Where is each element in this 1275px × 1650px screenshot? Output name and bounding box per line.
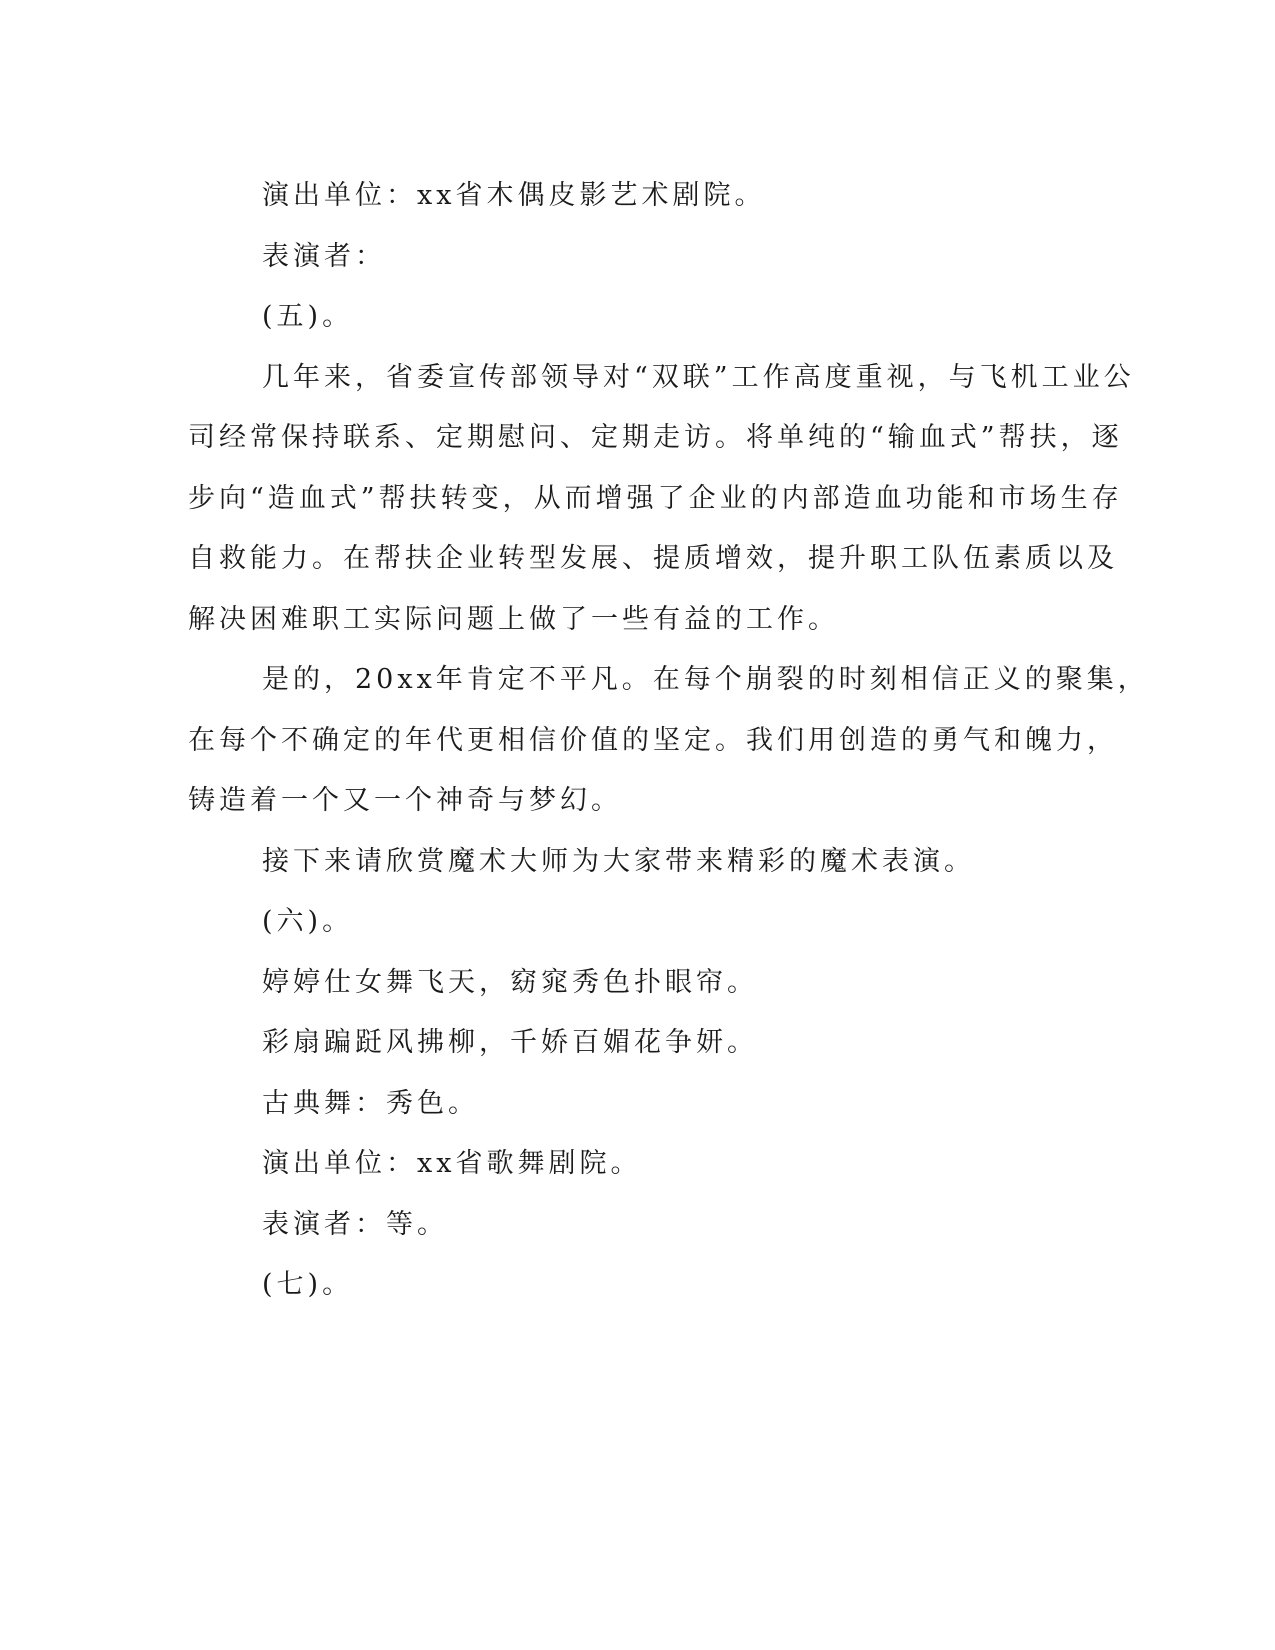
section-heading-seven — [188, 1255, 1064, 1316]
paragraph-performer — [188, 227, 1064, 288]
paragraph-dance-title — [188, 1074, 1064, 1135]
paragraph-shuanglian — [188, 348, 1135, 651]
paragraph-line: 司经常保持联系、定期慰问、定期走访。将单纯的“输血式”帮扶，逐 — [188, 422, 1123, 453]
paragraph-performing-unit-opera — [188, 1134, 1064, 1195]
paragraph-line: 古典舞：秀色。 — [262, 1087, 479, 1119]
paragraph-line: 表演者： — [262, 240, 386, 272]
paragraph-performing-unit-puppet — [188, 166, 1064, 227]
paragraph-line: 自救能力。在帮扶企业转型发展、提质增效，提升职工队伍素质以及 — [188, 543, 1118, 574]
section-heading-five — [188, 287, 1064, 348]
paragraph-line: (五)。 — [262, 301, 354, 332]
paragraph-line: 铸造着一个又一个神奇与梦幻。 — [188, 785, 622, 816]
paragraph-performers-etc — [188, 1195, 1064, 1256]
paragraph-line: 在每个不确定的年代更相信价值的坚定。我们用创造的勇气和魄力， — [188, 724, 1118, 756]
paragraph-line: 解决困难职工实际问题上做了一些有益的工作。 — [188, 603, 839, 635]
document-body — [188, 166, 1149, 1316]
paragraph-line: 步向“造血式”帮扶转变，从而增强了企业的内部造血功能和市场生存 — [188, 482, 1123, 514]
paragraph-line: 演出单位：xx省歌舞剧院。 — [262, 1148, 642, 1179]
poem-line-1 — [188, 953, 1064, 1014]
paragraph-line: 婷婷仕女舞飞天，窈窕秀色扑眼帘。 — [262, 966, 758, 998]
paragraph-line: 是的，20xx年肯定不平凡。在每个崩裂的时刻相信正义的聚集， — [262, 664, 1149, 695]
paragraph-line: 接下来请欣赏魔术大师为大家带来精彩的魔术表演。 — [262, 845, 975, 877]
paragraph-line: 彩扇蹁跹风拂柳，千娇百媚花争妍。 — [262, 1027, 758, 1058]
paragraph-line: (六)。 — [262, 906, 354, 937]
paragraph-year — [188, 650, 1149, 832]
paragraph-line: 表演者：等。 — [262, 1208, 448, 1240]
poem-line-2 — [188, 1013, 1064, 1074]
section-heading-six — [188, 892, 1064, 953]
paragraph-line: 演出单位：xx省木偶皮影艺术剧院。 — [262, 180, 766, 211]
paragraph-line: (七)。 — [262, 1269, 354, 1300]
paragraph-magic-intro — [188, 832, 1064, 893]
paragraph-line: 几年来，省委宣传部领导对“双联”工作高度重视，与飞机工业公 — [262, 361, 1135, 393]
